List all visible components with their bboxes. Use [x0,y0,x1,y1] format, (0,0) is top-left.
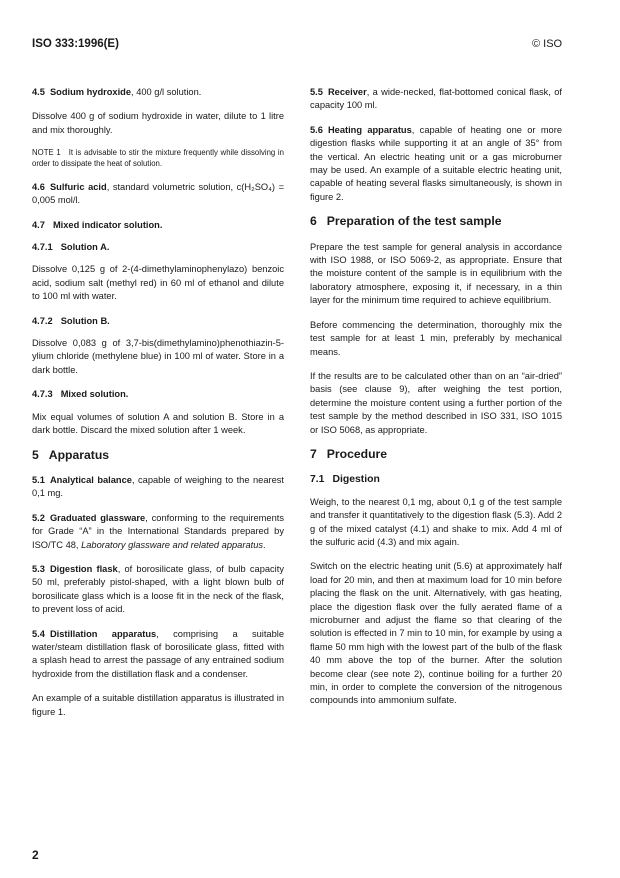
clause-title: Digestion flask [49,563,118,574]
header-standard-id: ISO 333:1996(E) [32,38,119,50]
clause-text: , capable of heating one or more digestion flasks while supporting it at an angle of 35° from the vertical. An electric heating unit or a gas microburner may be used. An example of a suitable electric heating unit, capable of heating several flasks simultaneously, is shown in figure 2. [310,124,562,202]
clause-title: Analytical balance [49,474,132,485]
section-title: Preparation of the test sample [326,214,502,229]
clause-5-5 [310,86,562,113]
clause-title: Digestion [332,474,380,486]
clause-number: 5.1 [32,474,45,485]
clause-title: Solution B. [60,315,110,326]
page-number: 2 [32,848,39,862]
right-column [310,86,562,719]
clause-text-end: . [263,539,266,550]
clause-text: . [159,219,163,230]
clause-number: 4.7.2 [32,315,53,326]
clause-7-1-paragraph-1: Weigh, to the nearest 0,1 mg, about 0,1 g of the test sample and transfer it quantitatively to the digestion flask (5.3). Add 2 g of the mixed catalyst (4.1) and shake to mix. Add 4 ml of the sulfuric acid (4.3) and mix again. [310,496,562,547]
clause-number: 5.3 [32,563,45,574]
section-6-heading [310,215,562,228]
clause-title: Distillation apparatus [49,628,157,639]
clause-5-2 [32,512,284,552]
clause-text: , comprising a suitable water/steam distillation flask of borosilicate glass, fitted with a splash head to arrest the passage of any entrained sodium hydroxide from the distillation flask and a condenser. [32,628,284,679]
left-column [32,86,284,730]
clause-5-1 [32,474,284,501]
clause-text: , conforming to the requirements for Grade “A” in the International Standards prepared by ISO/TC 48, [32,512,284,550]
section-title: Apparatus [48,447,110,462]
clause-title: Receiver [327,87,367,97]
clause-title: Sodium hydroxide [49,87,132,97]
clause-number: 4.5 [32,87,45,97]
clause-number: 4.7.1 [32,242,53,253]
clause-4-5 [32,86,284,99]
clause-number: 7.1 [310,474,325,486]
clause-4-7-3-body: Mix equal volumes of solution A and solution B. Store in a dark bottle. Discard the mixed solution after 1 week. [32,411,284,436]
section-7-heading [310,448,562,461]
clause-4-6 [32,181,284,208]
clause-italic-title: Laboratory glassware and related apparatus [81,539,264,550]
clause-7-1-paragraph-2: Switch on the electric heating unit (5.6) at approximately half load for 20 min, and then at maximum load for 10 min before placing the flask on the unit. Alternatively, with gas heating, place the digestion flask over the fully aerated flame of a microburner and adjust the flame so that clearing of the solution is effected in 7 min to 10 min, for example by using a flame 50 mm high with the lowest part of the bulb of the flask 40 mm above the top of the burner. After the solution become clear (see note 2), continue boiling for a further 20 min, in order to complete the conversion of the nitrogenous compounds into ammonium sulfate. [310,561,562,706]
clause-5-6 [310,124,562,204]
clause-4-7-heading [32,219,284,232]
clause-text: , capable of weighing to the nearest 0,1 mg. [32,474,284,499]
section-number: 5 [32,447,39,462]
section-6-paragraph-3: If the results are to be calculated other than on an “air-dried” basis (see clause 9), after weighing the test portion, determine the moisture content using a further portion of the test sample by the method described in ISO 331, ISO 1015 or ISO 5068, as appropriate. [310,370,562,435]
clause-title: Mixed solution. [60,389,129,400]
clause-5-4 [32,628,284,682]
section-6-paragraph-2: Before commencing the determination, thoroughly mix the test sample for at least 1 min, preferably by mechanical means. [310,319,562,357]
clause-5-3 [32,563,284,617]
clause-4-7-2-heading [32,315,284,328]
clause-number: 5.5 [310,87,323,97]
section-number: 7 [310,446,317,461]
note-1 [32,148,284,170]
clause-title: Sulfuric acid [49,181,107,192]
clause-number: 4.7.3 [32,389,53,400]
section-5-heading [32,449,284,462]
clause-number: 5.2 [32,512,45,523]
clause-number: 5.4 [32,628,45,639]
header-copyright: © ISO [532,38,563,50]
clause-text: , 400 g/l solution. [131,87,202,97]
clause-4-7-1-body: Dissolve 0,125 g of 2-(4-dimethylaminophenylazo) benzoic acid, sodium salt (methyl red) in 60 ml of ethanol and dilute to 100 ml with water. [32,264,284,302]
note-label: NOTE 1 [32,148,61,158]
clause-text: , a wide-necked, flat-bottomed conical flask, of capacity 100 ml. [310,87,562,111]
clause-4-7-1-heading [32,241,284,254]
clause-text: , standard volumetric solution, c(H₂SO₄) = 0,005 mol/l. [32,181,284,206]
clause-title: Graduated glassware [49,512,146,523]
clause-text: , of borosilicate glass, of bulb capacity 50 ml, preferably pistol-shaped, with a light blown bulb of borosilicate glass which is a loose fit in the neck of the flask, to prevent loss of acid. [32,563,284,615]
clause-title: Solution A. [60,242,110,253]
clause-number: 5.6 [310,124,323,135]
section-6-paragraph-1: Prepare the test sample for general analysis in accordance with ISO 1988, or ISO 5069-2, as appropriate. Ensure that the moisture content of the sample is in equilibrium with the laboratory atmosphere, exposing it, if necessary, in a thin layer for the minimum time required to achieve equilibrium. [310,241,562,306]
clause-4-7-2-body: Dissolve 0,083 g of 3,7-bis(dimethylamino)phenothiazin-5-ylium chloride (methylene blue) in 100 ml of water. Store in a dark bottle. [32,338,284,375]
clause-5-4-example: An example of a suitable distillation apparatus is illustrated in figure 1. [32,693,284,717]
clause-4-5-body: Dissolve 400 g of sodium hydroxide in water, dilute to 1 litre and mix thoroughly. [32,111,284,135]
section-title: Procedure [326,446,388,461]
clause-number: 4.7 [32,219,45,230]
clause-4-7-3-heading [32,388,284,401]
clause-number: 4.6 [32,181,45,192]
clause-title: Mixed indicator solution [52,219,160,230]
clause-7-1-heading [310,473,562,486]
section-number: 6 [310,214,317,229]
note-text: It is advisable to stir the mixture frequently while dissolving in order to dissipate the heat of solution. [32,148,284,169]
clause-title: Heating apparatus [327,124,412,135]
